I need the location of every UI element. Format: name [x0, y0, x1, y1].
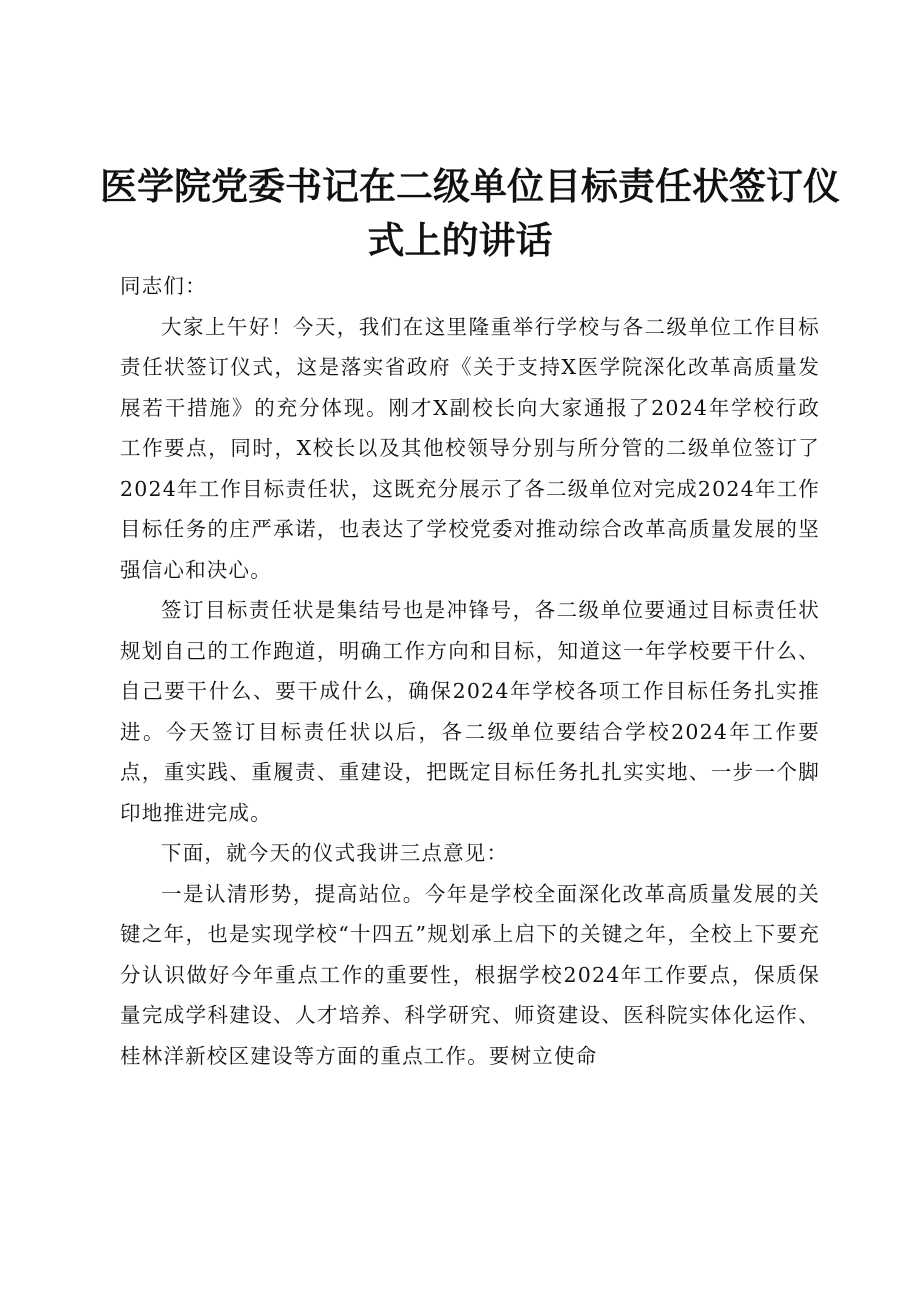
paragraph-3: 下面，就今天的仪式我讲三点意见： — [161, 841, 509, 865]
paragraph-1: 大家上午好！今天，我们在这里隆重举行学校与各二级单位工作目标责任状签订仪式，这是落实省政府《关于支持X医学院深化改革高质量发展若干措施》的充分体现。刚才X副校长向大家通报了2024年学校行政工作要点，同时，X校长以及其他校领导分别与所分管的二级单位签订了2024年工作目标责任状，这既充分展示了各二级单位对完成2024年工作目标任务的庄严承诺，也表达了学校党委对推动综合改革高质量发展的坚强信心和决心。 — [120, 314, 820, 582]
paragraph-2: 签订目标责任状是集结号也是冲锋号，各二级单位要通过目标责任状规划自己的工作跑道，明确工作方向和目标，知道这一年学校要干什么、自己要干什么、要干成什么，确保2024年学校各项工作目标任务扎实推进。今天签订目标责任状以后，各二级单位要结合学校2024年工作要点，重实践、重履责、重建设，把既定目标任务扎扎实实地、一步一个脚印地推进完成。 — [120, 598, 820, 825]
document-title — [100, 160, 840, 268]
document-body — [120, 266, 820, 1076]
paragraph-4: 一是认清形势，提高站位。今年是学校全面深化改革高质量发展的关键之年，也是实现学校“十四五”规划承上启下的关键之年，全校上下要充分认识做好今年重点工作的重要性，根据学校2024年工作要点，保质保量完成学科建设、人才培养、科学研究、师资建设、医科院实体化运作、桂林洋新校区建设等方面的重点工作。要树立使命 — [120, 881, 820, 1068]
title-line-1: 医学院党委书记在二级单位目标责任状签订仪 — [100, 165, 840, 208]
salutation: 同志们： — [120, 274, 207, 298]
title-line-2: 式上的讲话 — [367, 219, 553, 262]
